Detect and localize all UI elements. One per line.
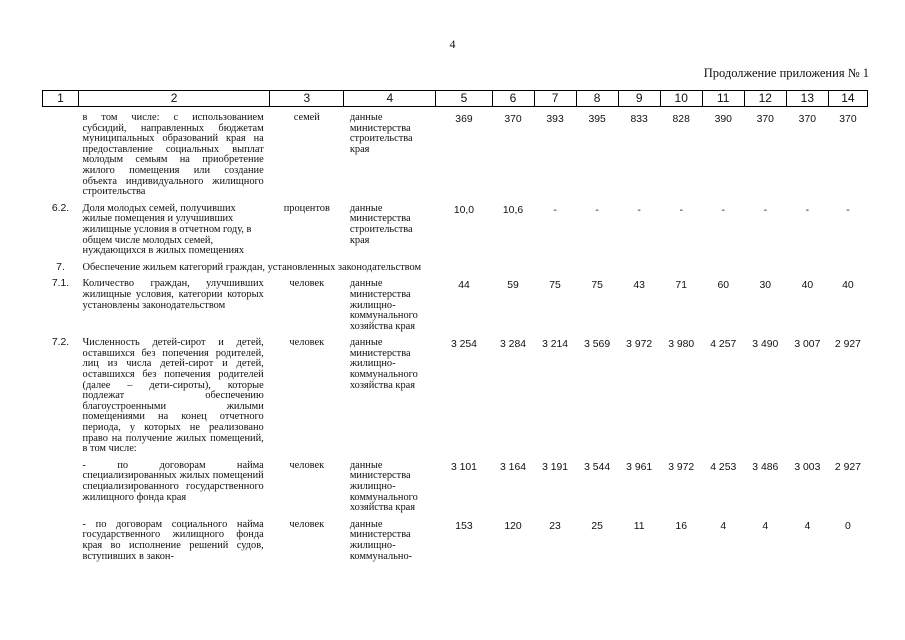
value-cell: 25 — [591, 520, 603, 532]
value-cell: - — [846, 204, 850, 216]
value-cell: - — [553, 204, 557, 216]
value-cell: 395 — [588, 114, 606, 125]
column-header: 3 — [270, 91, 344, 107]
indicator-name: Количество граждан, улучшивших жилищные условия, категории которых установлены законодательством — [82, 278, 264, 311]
unit-cell: человек — [289, 518, 325, 530]
column-header: 13 — [786, 91, 828, 107]
section-title: Обеспечение жильем категорий граждан, установленных законодательством — [82, 261, 422, 273]
value-cell: 59 — [507, 280, 519, 292]
column-header: 12 — [744, 91, 786, 107]
table-row — [43, 338, 868, 455]
value-cell: 43 — [633, 280, 645, 292]
value-cell: - — [763, 204, 768, 216]
value-cell: 3 486 — [752, 461, 779, 473]
value-cell: 3 972 — [626, 339, 653, 351]
table-row — [43, 204, 868, 257]
table-row — [43, 461, 868, 514]
section-index: 7. — [56, 261, 65, 273]
value-cell: - — [805, 204, 810, 216]
value-cell: 3 164 — [500, 461, 527, 473]
value-cell: 3 191 — [542, 461, 569, 473]
row-index: 7.2. — [51, 337, 70, 349]
value-cell: 4 — [720, 520, 727, 532]
row-index: 7.1. — [51, 278, 70, 290]
unit-cell: семей — [293, 112, 320, 123]
value-cell: 23 — [549, 520, 561, 532]
value-cell: 3 544 — [584, 461, 611, 473]
column-header: 4 — [344, 91, 436, 107]
value-cell: 3 961 — [626, 461, 653, 473]
section-row — [43, 263, 868, 274]
column-header: 1 — [43, 91, 79, 107]
value-cell: 2 927 — [834, 461, 861, 473]
value-cell: 3 003 — [794, 461, 821, 473]
value-cell: 393 — [546, 114, 564, 125]
value-cell: 75 — [591, 280, 603, 292]
table-header-row — [43, 91, 868, 107]
value-cell: 30 — [759, 280, 772, 292]
source-cell: данные министерства строительства края — [349, 112, 413, 155]
value-cell: 3 254 — [450, 339, 477, 351]
value-cell: 10,0 — [453, 204, 475, 216]
table-row — [43, 279, 868, 332]
value-cell: 370 — [839, 114, 857, 125]
indicator-name: - по договорам социального найма государственного жилищного фонда края во исполнение решений судов, вступивших в закон- — [82, 518, 264, 562]
value-cell: 3 214 — [542, 339, 569, 351]
value-cell: 833 — [630, 114, 648, 125]
row-index — [43, 520, 79, 562]
value-cell: 120 — [504, 520, 522, 532]
column-header: 10 — [660, 91, 702, 107]
table-row — [43, 520, 868, 562]
value-cell: 4 — [762, 520, 769, 532]
value-cell: 4 — [804, 520, 811, 532]
value-cell: 3 490 — [752, 339, 779, 351]
unit-cell: человек — [289, 337, 325, 349]
value-cell: 3 284 — [500, 339, 527, 351]
source-cell: данные министерства жилищно-коммунально- — [349, 518, 413, 562]
row-index: 6.2. — [51, 202, 70, 214]
column-header: 14 — [828, 91, 867, 107]
value-cell: 40 — [842, 280, 854, 292]
value-cell: 4 253 — [710, 461, 737, 473]
value-cell: 370 — [798, 114, 817, 125]
source-cell: данные министерства строительства края — [349, 202, 413, 246]
value-cell: 390 — [714, 114, 732, 125]
value-cell: 153 — [455, 520, 473, 532]
value-cell: 16 — [675, 520, 687, 532]
row-index — [43, 113, 79, 198]
column-header: 6 — [492, 91, 534, 107]
value-cell: 3 007 — [794, 339, 821, 351]
column-header: 5 — [436, 91, 492, 107]
source-cell: данные министерства жилищно-коммунального хозяйства края — [349, 278, 418, 332]
value-cell: 75 — [549, 280, 561, 292]
value-cell: 3 972 — [668, 461, 695, 473]
value-cell: 369 — [455, 114, 473, 125]
unit-cell: человек — [289, 459, 325, 471]
page-number: 4 — [449, 37, 456, 51]
source-cell: данные министерства жилищно-коммунального хозяйства края — [349, 459, 418, 514]
source-cell: данные министерства жилищно-коммунального хозяйства края — [349, 337, 418, 391]
value-cell: - — [721, 204, 725, 216]
value-cell: 370 — [756, 114, 774, 125]
column-header: 9 — [618, 91, 660, 107]
value-cell: 60 — [717, 280, 730, 292]
value-cell: 10,6 — [502, 204, 524, 216]
indicator-name: Доля молодых семей, получивших жилые помещения и улучшивших жилищные условия в отчетном году, в общем числе молодых семей, нуждающихся в жилых помещениях — [82, 202, 252, 257]
indicators-table — [42, 90, 868, 562]
table-row — [43, 113, 868, 198]
value-cell: - — [679, 204, 683, 216]
row-index — [43, 461, 79, 514]
column-header: 7 — [534, 91, 576, 107]
value-cell: 3 101 — [450, 461, 477, 473]
value-cell: 44 — [458, 280, 470, 292]
value-cell: - — [637, 204, 641, 216]
value-cell: 370 — [504, 114, 522, 125]
value-cell: 2 927 — [834, 339, 861, 351]
value-cell: 828 — [672, 114, 690, 125]
column-header: 2 — [79, 91, 270, 107]
value-cell: 3 980 — [668, 339, 695, 351]
column-header: 11 — [702, 91, 744, 107]
indicator-name: в том числе: с использованием субсидий, направленных бюджетам муниципальных образований края на предоставление социальных выплат молодым семьям на приобретение жилого помещения или создание объекта индивидуального жилищного строительства — [82, 112, 264, 198]
value-cell: 0 — [845, 520, 851, 532]
indicator-name: Численность детей-сирот и детей, оставшихся без попечения родителей, лиц из числа детей-сирот и детей, оставшихся без попечения родителей (далее – дети-сироты), которые подлежат обеспечению благоустроенными жилыми помещениями на конец отчетного периода, у которых не реализовано право на получение жилых помещений, в том числе: — [82, 337, 264, 455]
unit-cell: человек — [289, 278, 325, 290]
value-cell: 11 — [633, 520, 645, 532]
column-header: 8 — [576, 91, 618, 107]
continuation-label: Продолжение приложения № 1 — [703, 66, 869, 80]
unit-cell: процентов — [283, 202, 330, 214]
value-cell: 4 257 — [710, 339, 737, 351]
value-cell: 3 569 — [584, 339, 611, 351]
value-cell: 40 — [801, 280, 814, 292]
value-cell: - — [595, 204, 599, 216]
indicator-name: - по договорам найма специализированных жилых помещений специализированного государственного жилищного фонда края — [82, 459, 264, 503]
value-cell: 71 — [675, 280, 687, 292]
